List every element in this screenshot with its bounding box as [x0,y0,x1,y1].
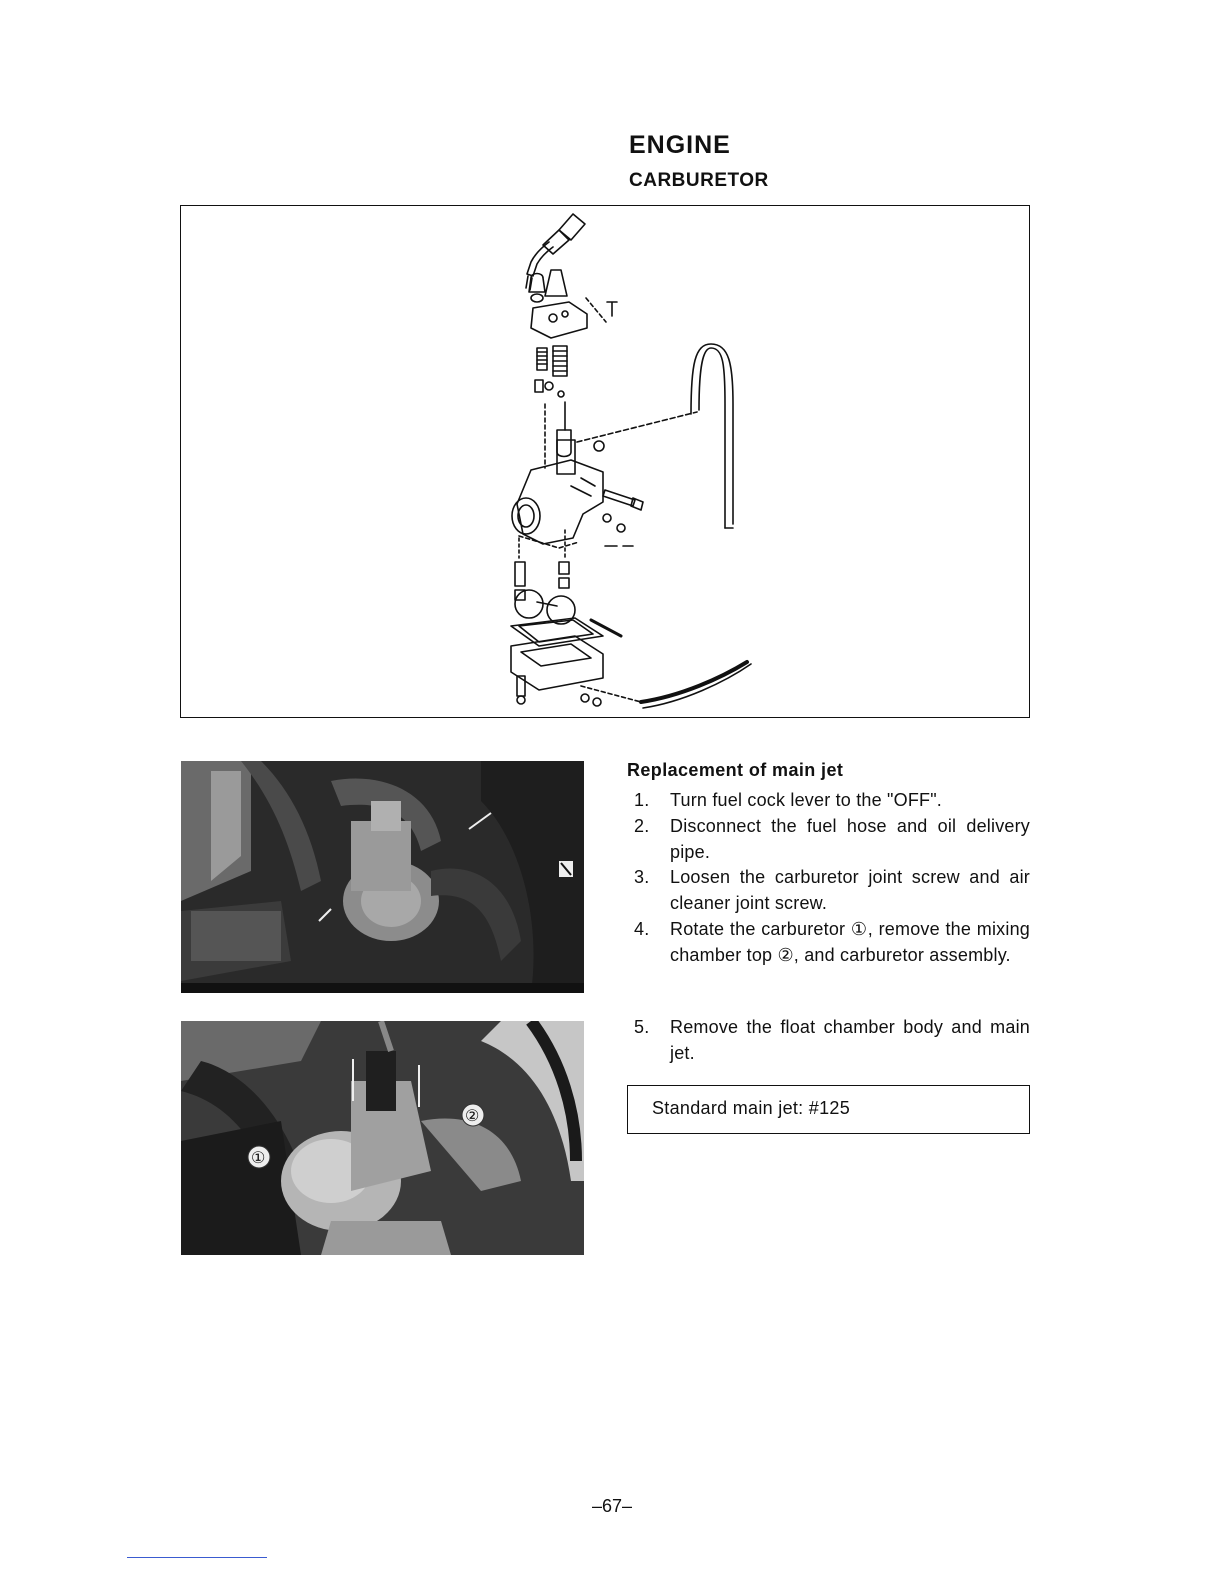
step-text: Turn fuel cock lever to the "OFF". [670,790,943,810]
step-number: 4. [634,919,650,939]
step-text: Remove the float chamber body and main jet. [670,1017,1030,1063]
spec-box [627,1085,1030,1134]
photo-callout-2: ② [465,1108,480,1125]
photo-callout-1: ① [251,1150,266,1167]
procedure-step [634,864,1030,916]
step-number: 1. [634,790,650,810]
step-number: 5. [634,1017,650,1037]
footer-rule [127,1557,267,1558]
photo-carburetor-removal [181,1021,584,1255]
step-number: 3. [634,867,650,887]
spec-text: Standard main jet: #125 [652,1098,851,1118]
procedure-step [634,916,1030,968]
section-title: ENGINE [629,131,731,159]
procedure-step [634,813,1030,865]
carburetor-exploded-diagram [180,205,1030,718]
subsection-title: CARBURETOR [629,170,769,191]
step-number: 2. [634,816,650,836]
page-number: –67– [591,1496,633,1516]
procedure-heading: Replacement of main jet [627,760,844,780]
photo-carburetor-installed [181,761,584,993]
procedure-step [634,1014,1030,1066]
step-text: Loosen the carburetor joint screw and air cleaner joint screw. [670,867,1030,913]
carburetor-diagram-drawing [181,206,1029,717]
step-text: Disconnect the fuel hose and oil delivery pipe. [670,816,1030,862]
step-text: Rotate the carburetor ①, remove the mixing chamber top ②, and carburetor assembly. [670,919,1030,965]
procedure-step [634,787,1030,813]
photo-carburetor-removal-drawing [181,1021,584,1255]
photo-carburetor-installed-drawing [181,761,584,993]
